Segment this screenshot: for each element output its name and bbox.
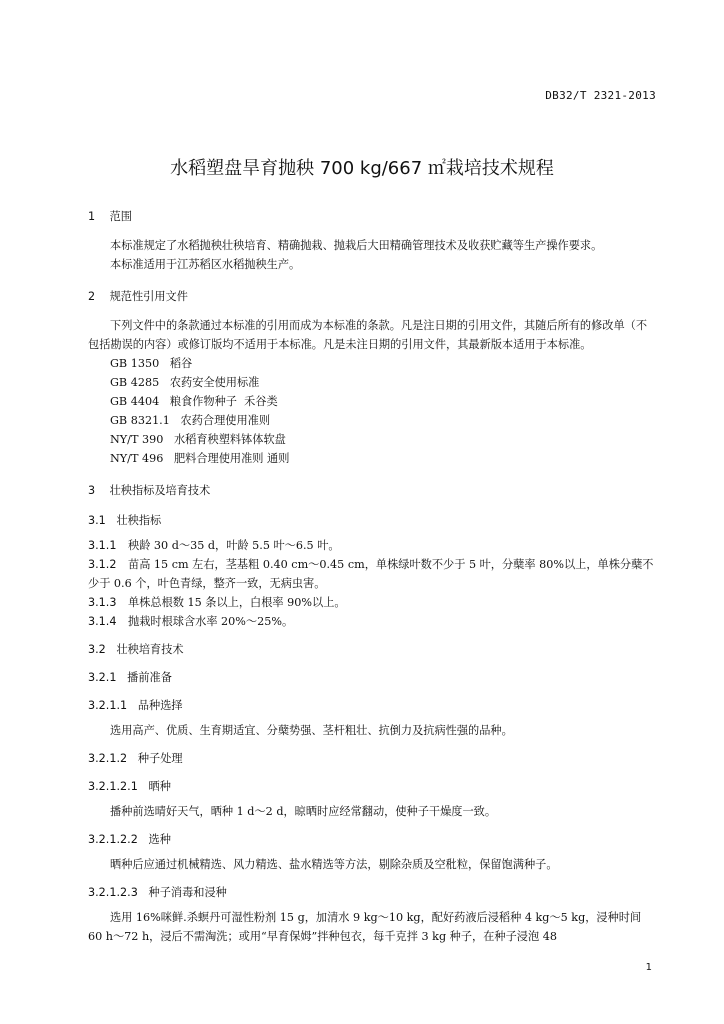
section-number: 1 <box>88 210 96 223</box>
section-3-2-1-2-2-heading <box>88 831 658 847</box>
clause-3-1-2 <box>88 555 658 593</box>
section-number: 3.2.1.2 <box>88 752 128 765</box>
section-title: 壮秧培育技术 <box>116 643 184 656</box>
section-number: 3.1 <box>88 514 106 527</box>
section-3-2-1-1-heading <box>88 697 658 713</box>
reference-item: GB 4285 农药安全使用标准 <box>110 376 260 389</box>
section-title: 规范性引用文件 <box>109 290 188 303</box>
document-body <box>88 208 658 946</box>
section-3-2-1-2-1-heading <box>88 778 658 794</box>
paragraph: 选用 16%咪鲜.杀螟丹可湿性粉剂 15 g，加清水 9 kg～10 kg，配好药液后浸稻种 4 kg～5 kg，浸种时间 60 h～72 h，浸后不需淘洗；或用“早育保姆”拌种包衣，每千克拌 3 kg 种子，在种子浸泡 48 <box>88 911 642 943</box>
section-3-heading <box>88 482 658 498</box>
paragraph: 本标准规定了水稻抛秧壮秧培育、精确抛栽、抛栽后大田精确管理技术及收获贮藏等生产操作要求。 <box>110 239 603 252</box>
section-number: 3.2.1 <box>88 671 117 684</box>
clause-text: 抛栽时根球含水率 20%～25%。 <box>128 615 294 628</box>
clause-text: 苗高 15 cm 左右，茎基粗 0.40 cm～0.45 cm，单株绿叶数不少于 5 叶，分蘖率 80%以上，单株分蘖不少于 0.6 个，叶色青绿，整齐一致，无病虫害。 <box>88 558 654 590</box>
section-number: 3.2.1.2.1 <box>88 780 138 793</box>
section-3-2-heading <box>88 641 658 657</box>
paragraph: 晒种后应通过机械精选、风力精选、盐水精选等方法，剔除杂质及空秕粒，保留饱满种子。 <box>110 858 558 871</box>
section-title: 播前准备 <box>127 671 172 684</box>
clause-number: 3.1.3 <box>88 596 117 609</box>
section-title: 壮秧指标 <box>116 514 162 527</box>
section-number: 3.2.1.1 <box>88 699 128 712</box>
paragraph: 播种前选晴好天气，晒种 1 d～2 d，晾晒时应经常翻动，使种子干燥度一致。 <box>110 805 497 818</box>
section-1-heading <box>88 208 658 224</box>
clause-number: 3.1.2 <box>88 558 117 571</box>
document-title: 水稻塑盘旱育抛秧 700 kg/667 ㎡栽培技术规程 <box>170 158 554 179</box>
clause-text: 单株总根数 15 条以上，白根率 90%以上。 <box>128 596 346 609</box>
section-3-2-1-2-heading <box>88 750 658 766</box>
reference-item: NY/T 390 水稻育秧塑料钵体软盘 <box>110 433 286 446</box>
standard-code: DB32/T 2321-2013 <box>545 89 656 102</box>
section-title: 种子消毒和浸种 <box>148 886 227 899</box>
section-3-2-1-heading <box>88 669 658 685</box>
page-number: 1 <box>645 962 652 973</box>
clause-3-1-1 <box>88 536 658 555</box>
section-number: 2 <box>88 290 96 303</box>
section-title: 晒种 <box>148 780 171 793</box>
section-title: 范围 <box>109 210 132 223</box>
clause-3-1-4 <box>88 612 658 631</box>
clause-number: 3.1.4 <box>88 615 117 628</box>
section-title: 壮秧指标及培育技术 <box>109 484 211 497</box>
section-number: 3.2 <box>88 643 106 656</box>
section-number: 3 <box>88 484 96 497</box>
section-title: 种子处理 <box>137 752 183 765</box>
section-3-2-1-2-3-heading <box>88 884 658 900</box>
reference-item: GB 1350 稻谷 <box>110 357 193 370</box>
reference-item: GB 8321.1 农药合理使用准则 <box>110 414 271 427</box>
reference-item: GB 4404 粮食作物种子 禾谷类 <box>110 395 278 408</box>
section-number: 3.2.1.2.2 <box>88 833 138 846</box>
paragraph: 下列文件中的条款通过本标准的引用而成为本标准的条款。凡是注日期的引用文件，其随后所有的修改单（不包括勘误的内容）或修订版均不适用于本标准。凡是未注日期的引用文件，其最新版本适用于本标准。 <box>88 319 648 351</box>
clause-3-1-3 <box>88 593 658 612</box>
section-title: 品种选择 <box>137 699 183 712</box>
section-title: 选种 <box>148 833 171 846</box>
section-number: 3.2.1.2.3 <box>88 886 138 899</box>
paragraph: 选用高产、优质、生育期适宜、分蘖势强、茎杆粗壮、抗倒力及抗病性强的品种。 <box>110 724 513 737</box>
paragraph: 本标准适用于江苏稻区水稻抛秧生产。 <box>110 258 301 271</box>
clause-text: 秧龄 30 d～35 d，叶龄 5.5 叶～6.5 叶。 <box>128 539 340 552</box>
section-3-1-heading <box>88 512 658 528</box>
clause-number: 3.1.1 <box>88 539 117 552</box>
section-2-heading <box>88 288 658 304</box>
reference-item: NY/T 496 肥料合理使用准则 通则 <box>110 452 290 465</box>
